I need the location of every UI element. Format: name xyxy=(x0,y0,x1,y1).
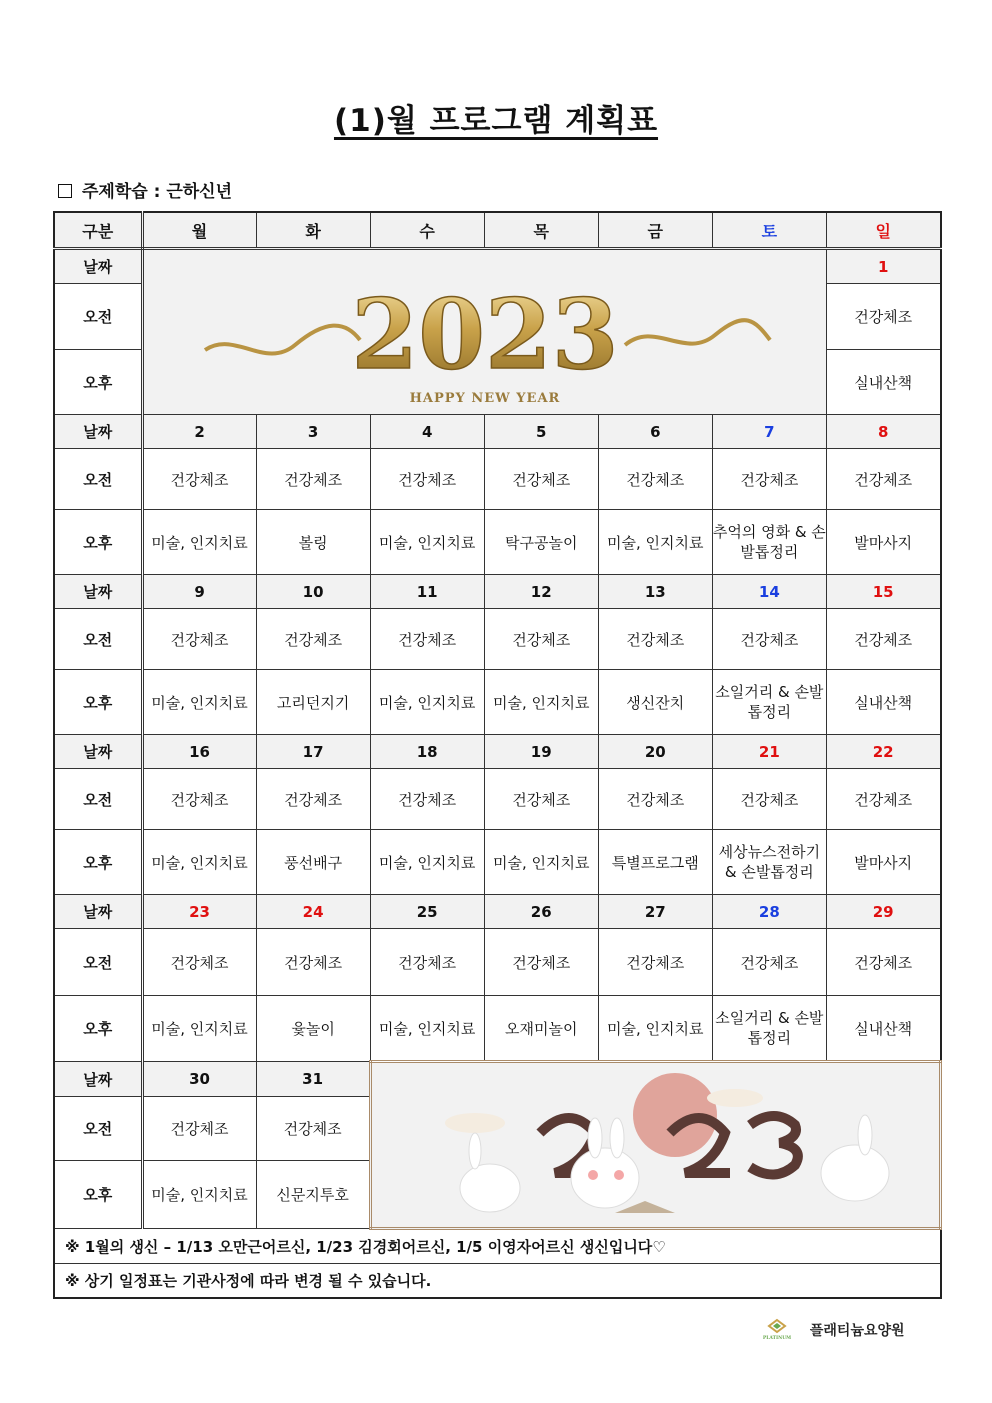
schedule-change-note: ※ 상기 일정표는 기관사정에 따라 변경 될 수 있습니다. xyxy=(54,1264,941,1299)
rabbit-illustration xyxy=(370,1062,940,1229)
am-activity: 건강체조 xyxy=(484,929,598,996)
am-activity: 건강체조 xyxy=(142,769,256,830)
org-name: 플래티늄요양원 xyxy=(809,1323,905,1339)
theme-heading: 주제학습 : 근하신년 xyxy=(58,177,232,202)
am-activity: 건강체조 xyxy=(826,449,940,510)
date-row xyxy=(54,735,941,769)
pm-activity: 미술, 인지치료 xyxy=(370,996,484,1062)
date-cell: 8 xyxy=(826,415,940,449)
rabbit-left-icon xyxy=(460,1164,520,1212)
pm-activity: 미술, 인지치료 xyxy=(142,1161,256,1229)
row-label-date: 날짜 xyxy=(54,735,142,769)
pm-activity: 고리던지기 xyxy=(256,670,370,735)
am-activity: 건강체조 xyxy=(598,769,712,830)
date-cell: 12 xyxy=(484,575,598,609)
pm-activity: 세상뉴스전하기 & 손발톱정리 xyxy=(712,830,826,895)
date-cell: 2 xyxy=(142,415,256,449)
pm-activity: 추억의 영화 & 손발톱정리 xyxy=(712,510,826,575)
am-activity: 건강체조 xyxy=(256,1097,370,1161)
pm-activity: 미술, 인지치료 xyxy=(142,510,256,575)
row-label-date: 날짜 xyxy=(54,1062,142,1097)
pm-activity: 미술, 인지치료 xyxy=(484,830,598,895)
page-title: (1)월 프로그램 계획표 xyxy=(333,103,659,139)
date-cell: 11 xyxy=(370,575,484,609)
am-activity: 건강체조 xyxy=(826,284,940,350)
row-label-am: 오전 xyxy=(54,449,142,510)
am-activity: 건강체조 xyxy=(142,609,256,670)
am-activity: 건강체조 xyxy=(712,929,826,996)
header-day-thu: 목 xyxy=(484,212,598,249)
date-cell: 16 xyxy=(142,735,256,769)
am-activity: 건강체조 xyxy=(598,609,712,670)
ribbon-left-icon xyxy=(205,326,360,354)
pm-activity: 미술, 인지치료 xyxy=(142,996,256,1062)
pm-activity: 실내산책 xyxy=(826,670,940,735)
row-label-date: 날짜 xyxy=(54,415,142,449)
pm-activity: 실내산책 xyxy=(826,996,940,1062)
date-cell: 30 xyxy=(142,1062,256,1097)
birthday-note: ※ 1월의 생신 – 1/13 오만근어르신, 1/23 김경회어르신, 1/5 이영자어르신 생신입니다♡ xyxy=(54,1229,941,1264)
date-cell: 27 xyxy=(598,895,712,929)
svg-text:PLATINUM: PLATINUM xyxy=(762,1336,792,1340)
pm-activity: 탁구공놀이 xyxy=(484,510,598,575)
pm-activity: 윷놀이 xyxy=(256,996,370,1062)
am-row xyxy=(54,609,941,670)
date-cell: 18 xyxy=(370,735,484,769)
row-label-date: 날짜 xyxy=(54,895,142,929)
date-cell: 23 xyxy=(142,895,256,929)
header-day-wed: 수 xyxy=(370,212,484,249)
pm-activity: 소일거리 & 손발톱정리 xyxy=(712,670,826,735)
pm-activity: 신문지투호 xyxy=(256,1161,370,1229)
date-cell: 9 xyxy=(142,575,256,609)
am-activity: 건강체조 xyxy=(256,449,370,510)
pm-activity: 미술, 인지치료 xyxy=(370,830,484,895)
date-row xyxy=(54,415,941,449)
pm-activity: 소일거리 & 손발톱정리 xyxy=(712,996,826,1062)
new-year-2023-image xyxy=(145,250,825,410)
am-activity: 건강체조 xyxy=(370,929,484,996)
am-activity: 건강체조 xyxy=(484,609,598,670)
pm-row xyxy=(54,510,941,575)
pm-row xyxy=(54,670,941,735)
date-row xyxy=(54,1062,941,1097)
date-cell: 14 xyxy=(712,575,826,609)
date-cell: 20 xyxy=(598,735,712,769)
row-label-am: 오전 xyxy=(54,769,142,830)
am-activity: 건강체조 xyxy=(826,929,940,996)
am-activity: 건강체조 xyxy=(712,609,826,670)
date-row xyxy=(54,249,941,284)
am-row xyxy=(54,929,941,996)
am-activity: 건강체조 xyxy=(370,449,484,510)
date-row xyxy=(54,895,941,929)
am-activity: 건강체조 xyxy=(598,449,712,510)
date-cell: 4 xyxy=(370,415,484,449)
row-label-am: 오전 xyxy=(54,609,142,670)
header-label: 구분 xyxy=(54,212,142,249)
am-activity: 건강체조 xyxy=(256,609,370,670)
am-row xyxy=(54,769,941,830)
row-label-pm: 오후 xyxy=(54,1161,142,1229)
am-row xyxy=(54,449,941,510)
notes-row xyxy=(54,1264,941,1299)
pm-activity: 미술, 인지치료 xyxy=(598,510,712,575)
am-activity: 건강체조 xyxy=(370,609,484,670)
date-row xyxy=(54,575,941,609)
pm-activity: 미술, 인지치료 xyxy=(142,670,256,735)
new-year-banner xyxy=(142,249,826,415)
row-label-am: 오전 xyxy=(54,284,142,350)
date-cell: 25 xyxy=(370,895,484,929)
row-label-date: 날짜 xyxy=(54,249,142,284)
pm-activity: 풍선배구 xyxy=(256,830,370,895)
ribbon-right-icon xyxy=(625,320,770,345)
pm-activity: 미술, 인지치료 xyxy=(370,670,484,735)
cloud-icon xyxy=(707,1089,763,1107)
checkbox-square-icon xyxy=(58,184,72,198)
row-label-pm: 오후 xyxy=(54,350,142,415)
pm-activity: 생신잔치 xyxy=(598,670,712,735)
pm-activity: 미술, 인지치료 xyxy=(142,830,256,895)
pm-activity: 발마사지 xyxy=(826,830,940,895)
row-label-date: 날짜 xyxy=(54,575,142,609)
schedule-table xyxy=(53,211,942,1299)
date-cell: 26 xyxy=(484,895,598,929)
row-label-am: 오전 xyxy=(54,1097,142,1161)
am-activity: 건강체조 xyxy=(484,449,598,510)
date-cell: 13 xyxy=(598,575,712,609)
am-activity: 건강체조 xyxy=(256,769,370,830)
row-label-pm: 오후 xyxy=(54,996,142,1062)
am-activity: 건강체조 xyxy=(598,929,712,996)
banner-year: 2023 xyxy=(351,278,619,391)
am-activity: 건강체조 xyxy=(142,449,256,510)
header-day-sat: 토 xyxy=(712,212,826,249)
header-day-mon: 월 xyxy=(142,212,256,249)
pm-activity: 오재미놀이 xyxy=(484,996,598,1062)
date-cell: 24 xyxy=(256,895,370,929)
date-cell: 15 xyxy=(826,575,940,609)
header-row xyxy=(54,212,941,249)
pm-activity: 미술, 인지치료 xyxy=(370,510,484,575)
rabbit-2023-image xyxy=(375,1063,935,1223)
date-cell: 17 xyxy=(256,735,370,769)
date-cell: 3 xyxy=(256,415,370,449)
date-cell: 1 xyxy=(826,249,940,284)
rabbit-right-icon xyxy=(821,1145,889,1201)
date-cell: 5 xyxy=(484,415,598,449)
am-activity: 건강체조 xyxy=(712,449,826,510)
pm-activity: 볼링 xyxy=(256,510,370,575)
header-day-sun: 일 xyxy=(826,212,940,249)
pm-activity: 발마사지 xyxy=(826,510,940,575)
footer xyxy=(757,1318,905,1344)
date-cell: 19 xyxy=(484,735,598,769)
pm-activity: 미술, 인지치료 xyxy=(484,670,598,735)
numeral-3-icon xyxy=(750,1116,798,1175)
date-cell: 21 xyxy=(712,735,826,769)
row-label-am: 오전 xyxy=(54,929,142,996)
am-activity: 건강체조 xyxy=(826,609,940,670)
date-cell: 28 xyxy=(712,895,826,929)
am-activity: 건강체조 xyxy=(142,1097,256,1161)
am-activity: 건강체조 xyxy=(370,769,484,830)
date-cell: 7 xyxy=(712,415,826,449)
date-cell: 10 xyxy=(256,575,370,609)
cloud-icon xyxy=(445,1113,505,1133)
pm-row xyxy=(54,830,941,895)
am-activity: 건강체조 xyxy=(712,769,826,830)
platinum-logo-icon xyxy=(757,1318,797,1344)
row-label-pm: 오후 xyxy=(54,670,142,735)
pm-row xyxy=(54,996,941,1062)
pm-activity: 미술, 인지치료 xyxy=(598,996,712,1062)
header-day-fri: 금 xyxy=(598,212,712,249)
banner-caption: HAPPY NEW YEAR xyxy=(409,391,561,406)
am-activity: 건강체조 xyxy=(142,929,256,996)
date-cell: 31 xyxy=(256,1062,370,1097)
pm-activity: 실내산책 xyxy=(826,350,940,415)
am-activity: 건강체조 xyxy=(256,929,370,996)
header-day-tue: 화 xyxy=(256,212,370,249)
am-activity: 건강체조 xyxy=(484,769,598,830)
notes-row xyxy=(54,1229,941,1264)
date-cell: 6 xyxy=(598,415,712,449)
date-cell: 22 xyxy=(826,735,940,769)
pm-activity: 특별프로그램 xyxy=(598,830,712,895)
date-cell: 29 xyxy=(826,895,940,929)
row-label-pm: 오후 xyxy=(54,510,142,575)
am-activity: 건강체조 xyxy=(826,769,940,830)
rabbit-center-icon xyxy=(571,1148,639,1208)
row-label-pm: 오후 xyxy=(54,830,142,895)
